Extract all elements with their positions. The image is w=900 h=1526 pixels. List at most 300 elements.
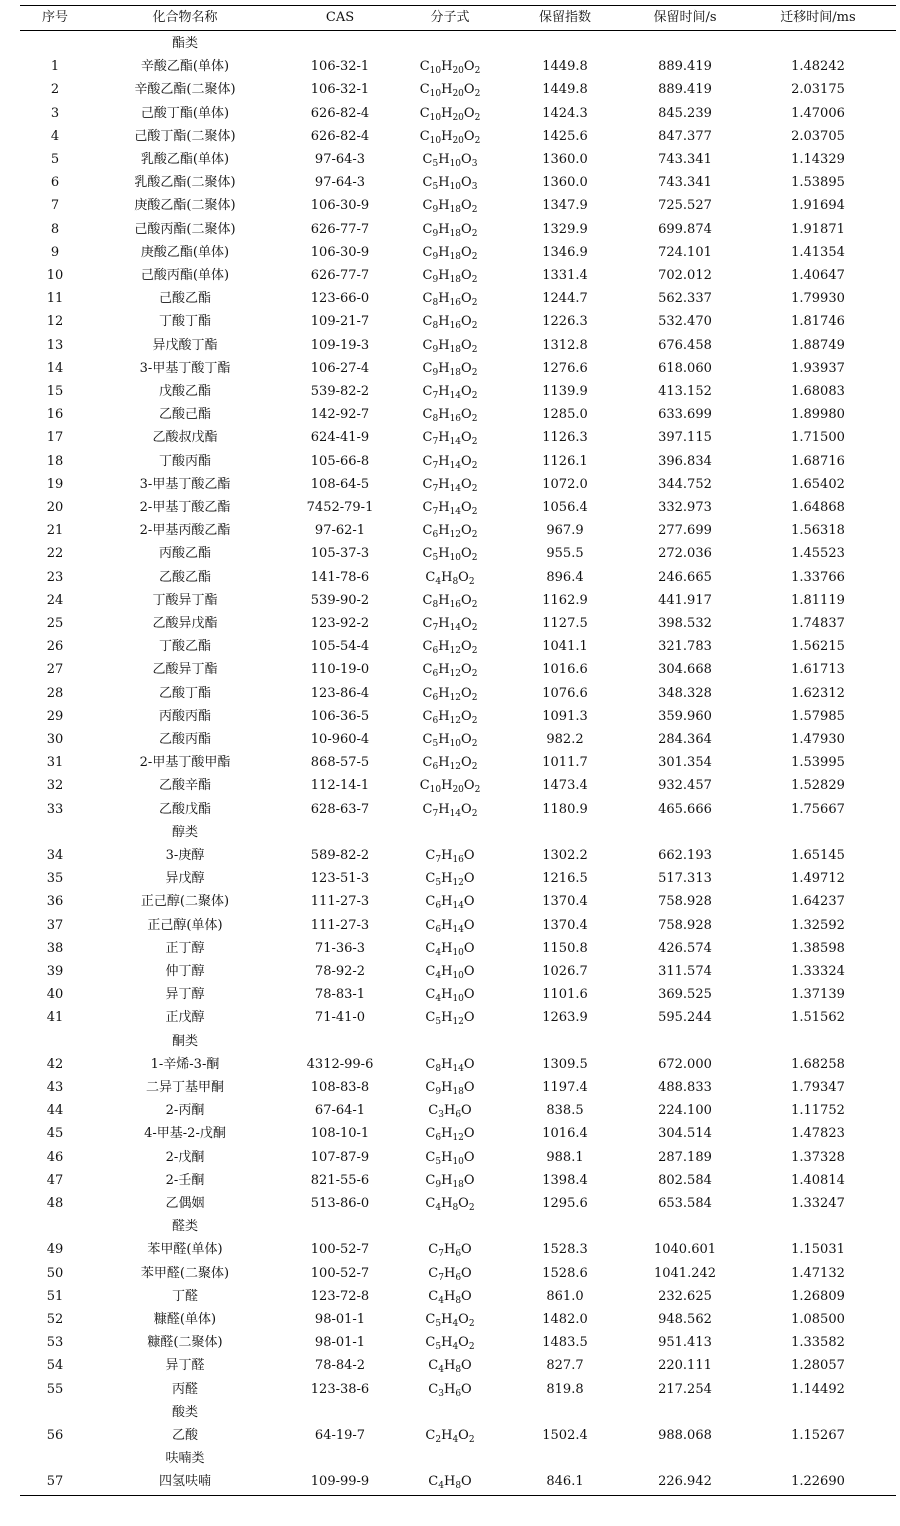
cell-name: 四氢呋喃 — [158, 1474, 211, 1490]
cell-index: 8 — [50, 221, 60, 237]
cell-index: 19 — [46, 476, 64, 492]
category-row — [20, 821, 896, 844]
cell-retention-time: 562.337 — [658, 291, 712, 307]
cell-retention-index: 955.5 — [546, 546, 584, 562]
cell-cas: 105-54-4 — [310, 639, 370, 655]
category-row — [20, 1030, 896, 1053]
cell-retention-time: 653.584 — [658, 1196, 712, 1211]
table-row — [20, 380, 896, 403]
table-row — [20, 774, 896, 797]
cell-drift-time: 1.38598 — [791, 940, 845, 956]
table-row — [20, 566, 896, 589]
cell-index: 40 — [46, 987, 64, 1003]
cell-drift-time: 1.15267 — [791, 1428, 845, 1443]
table-row — [20, 55, 896, 78]
cell-retention-time: 232.625 — [658, 1288, 712, 1304]
table-row — [20, 78, 896, 101]
cell-name: 糠醛(单体) — [153, 1312, 217, 1327]
cell-retention-index: 1101.6 — [542, 987, 588, 1003]
cell-formula: $C_9H_{18}O_2$ — [422, 244, 478, 262]
cell-formula: $C_4H_8O$ — [428, 1288, 472, 1306]
category-label: 酸类 — [171, 1404, 198, 1420]
cell-cas: 78-92-2 — [314, 964, 366, 979]
table-header-row — [20, 6, 896, 29]
cell-retention-time: 224.100 — [658, 1103, 712, 1119]
cell-index: 18 — [46, 453, 64, 469]
cell-cas: 626-77-7 — [310, 221, 370, 237]
cell-name: 乙酸丙酯 — [158, 732, 211, 747]
cell-index: 56 — [46, 1428, 64, 1443]
cell-index: 57 — [46, 1474, 64, 1490]
cell-retention-time: 413.152 — [658, 384, 712, 399]
cell-formula: $C_6H_{12}O_2$ — [422, 639, 478, 657]
cell-retention-index: 1026.7 — [542, 964, 588, 979]
cell-name: 乙酸异戊酯 — [152, 616, 218, 631]
cell-retention-time: 465.666 — [658, 801, 712, 817]
cell-retention-time: 359.960 — [658, 708, 712, 724]
cell-retention-time: 1040.601 — [653, 1242, 717, 1258]
cell-name: 苯甲醛(二聚体) — [140, 1265, 230, 1281]
cell-formula: $C_6H_{14}O$ — [425, 917, 475, 935]
cell-retention-time: 802.584 — [658, 1172, 712, 1188]
cell-retention-time: 398.532 — [658, 616, 712, 631]
cell-retention-index: 1482.0 — [542, 1312, 588, 1327]
category-row — [20, 1447, 896, 1470]
cell-index: 24 — [46, 592, 64, 608]
cell-formula: $C_4H_8O$ — [428, 1358, 472, 1376]
cell-retention-time: 332.973 — [658, 500, 712, 515]
cell-cas: 142-92-7 — [310, 407, 370, 423]
cell-retention-time: 369.525 — [658, 987, 712, 1003]
cell-index: 42 — [46, 1056, 64, 1072]
cell-retention-time: 672.000 — [658, 1056, 712, 1072]
cell-cas: 123-66-0 — [310, 291, 370, 307]
cell-cas: 110-19-0 — [310, 662, 370, 678]
table-row — [20, 1470, 896, 1493]
category-label: 醇类 — [171, 824, 198, 840]
cell-retention-index: 896.4 — [546, 569, 584, 585]
cell-retention-index: 1302.2 — [542, 848, 588, 863]
cell-retention-index: 1072.0 — [542, 476, 588, 492]
cell-name: 1-辛烯-3-酮 — [150, 1056, 220, 1072]
cell-retention-index: 1528.6 — [542, 1265, 588, 1281]
cell-drift-time: 1.40647 — [791, 268, 845, 283]
cell-drift-time: 1.68258 — [791, 1056, 845, 1072]
cell-index: 21 — [46, 523, 64, 539]
table-row — [20, 542, 896, 565]
table-row — [20, 890, 896, 913]
cell-drift-time: 1.79347 — [791, 1080, 845, 1095]
cell-cas: 108-83-8 — [310, 1080, 370, 1095]
cell-index: 44 — [46, 1103, 64, 1119]
cell-drift-time: 1.48242 — [791, 59, 845, 75]
cell-cas: 106-36-5 — [310, 708, 370, 724]
cell-index: 9 — [50, 244, 60, 260]
cell-drift-time: 1.33247 — [791, 1196, 845, 1211]
cell-cas: 78-84-2 — [314, 1358, 366, 1374]
cell-name: 2-甲基丁酸甲酯 — [139, 755, 231, 771]
table-row — [20, 264, 896, 287]
cell-retention-time: 951.413 — [658, 1335, 712, 1351]
cell-retention-time: 311.574 — [658, 964, 712, 979]
cell-formula: $C_8H_{16}O_2$ — [422, 407, 478, 425]
cell-retention-time: 304.668 — [658, 662, 712, 678]
cell-formula: $C_4H_{10}O$ — [425, 987, 475, 1005]
cell-drift-time: 1.57985 — [791, 708, 845, 724]
cell-formula: $C_5H_{10}O_2$ — [422, 546, 478, 564]
category-label: 醛类 — [171, 1219, 198, 1235]
cell-drift-time: 1.37139 — [791, 987, 845, 1003]
cell-retention-index: 1473.4 — [542, 778, 588, 794]
cell-index: 26 — [46, 639, 64, 655]
table-bottom-rule — [20, 1495, 896, 1496]
cell-retention-time: 284.364 — [658, 732, 712, 747]
cell-retention-index: 1150.8 — [542, 940, 588, 956]
cell-retention-index: 1502.4 — [542, 1428, 588, 1443]
cell-drift-time: 1.28057 — [791, 1358, 845, 1374]
cell-cas: 626-77-7 — [310, 268, 370, 283]
cell-index: 27 — [46, 662, 64, 678]
cell-index: 30 — [46, 732, 64, 747]
cell-name: 乙酸异丁酯 — [152, 662, 218, 678]
cell-index: 22 — [46, 546, 64, 562]
cell-cas: 108-64-5 — [310, 476, 370, 492]
cell-retention-time: 321.783 — [658, 639, 712, 655]
cell-retention-index: 1285.0 — [542, 407, 588, 423]
cell-retention-time: 988.068 — [658, 1428, 712, 1443]
cell-index: 13 — [46, 337, 64, 353]
cell-drift-time: 1.32592 — [791, 917, 845, 933]
cell-retention-index: 1197.4 — [542, 1080, 588, 1095]
cell-formula: $C_6H_{12}O_2$ — [422, 685, 478, 703]
cell-cas: 78-83-1 — [314, 987, 366, 1003]
cell-index: 38 — [46, 940, 64, 956]
table-row — [20, 1308, 896, 1331]
cell-name: 糠醛(二聚体) — [147, 1335, 223, 1351]
cell-cas: 7452-79-1 — [306, 500, 374, 515]
cell-retention-index: 1226.3 — [542, 314, 588, 330]
cell-index: 2 — [50, 82, 60, 98]
cell-cas: 539-82-2 — [310, 384, 370, 399]
cell-cas: 98-01-1 — [314, 1312, 366, 1327]
cell-drift-time: 1.40814 — [791, 1172, 845, 1188]
cell-drift-time: 1.65402 — [791, 476, 845, 492]
cell-retention-time: 272.036 — [658, 546, 712, 562]
cell-drift-time: 1.91871 — [791, 221, 845, 237]
category-label: 酯类 — [171, 36, 198, 51]
table-row — [20, 171, 896, 194]
cell-cas: 123-51-3 — [310, 871, 370, 887]
cell-drift-time: 1.47132 — [791, 1265, 845, 1281]
table-row — [20, 241, 896, 264]
cell-index: 29 — [46, 708, 64, 724]
cell-index: 53 — [46, 1335, 64, 1351]
cell-drift-time: 1.74837 — [791, 616, 845, 631]
cell-retention-time: 725.527 — [658, 198, 712, 214]
cell-index: 25 — [46, 616, 64, 631]
cell-index: 14 — [46, 360, 64, 376]
cell-drift-time: 1.37328 — [791, 1149, 845, 1165]
cell-retention-index: 1162.9 — [542, 592, 588, 608]
cell-retention-time: 226.942 — [658, 1474, 712, 1490]
cell-index: 20 — [46, 500, 64, 515]
cell-retention-time: 932.457 — [658, 778, 712, 794]
cell-cas: 111-27-3 — [310, 894, 370, 910]
cell-formula: $C_6H_{12}O_2$ — [422, 708, 478, 726]
cell-retention-index: 1126.3 — [542, 430, 588, 446]
cell-retention-index: 1370.4 — [542, 917, 588, 933]
cell-retention-index: 819.8 — [546, 1381, 584, 1397]
cell-formula: $C_6H_{12}O_2$ — [422, 523, 478, 541]
cell-formula: $C_4H_8O_2$ — [425, 569, 475, 587]
cell-retention-time: 301.354 — [658, 755, 712, 771]
cell-retention-index: 1329.9 — [542, 221, 588, 237]
cell-retention-index: 1127.5 — [542, 616, 588, 631]
table-row — [20, 450, 896, 473]
cell-name: 己酸丙酯(二聚体) — [134, 221, 236, 237]
cell-retention-index: 1016.6 — [542, 662, 588, 678]
cell-name: 乙酸 — [171, 1428, 198, 1443]
header-name: 化合物名称 — [152, 10, 218, 25]
cell-formula: $C_7H_{16}O$ — [425, 848, 475, 865]
cell-index: 6 — [50, 175, 60, 191]
table-row — [20, 728, 896, 751]
cell-drift-time: 1.62312 — [791, 685, 845, 701]
cell-drift-time: 1.11752 — [791, 1103, 845, 1119]
table-row — [20, 1122, 896, 1145]
cell-cas: 64-19-7 — [314, 1428, 366, 1443]
cell-retention-index: 1425.6 — [542, 128, 588, 144]
cell-name: 正丁醇 — [165, 940, 205, 956]
cell-formula: $C_9H_{18}O_2$ — [422, 198, 478, 216]
cell-formula: $C_7H_{14}O_2$ — [422, 476, 478, 494]
cell-formula: $C_6H_{14}O$ — [425, 894, 475, 912]
cell-retention-time: 724.101 — [658, 244, 712, 260]
header-drift-time: 迁移时间/ms — [780, 10, 856, 25]
cell-drift-time: 1.08500 — [791, 1312, 845, 1327]
cell-name: 乙酸叔戊酯 — [152, 430, 218, 446]
cell-drift-time: 1.52829 — [791, 778, 845, 794]
cell-cas: 109-19-3 — [310, 337, 370, 353]
table-row — [20, 798, 896, 821]
cell-drift-time: 1.49712 — [791, 871, 845, 887]
cell-retention-index: 967.9 — [546, 523, 584, 539]
cell-index: 31 — [46, 755, 64, 771]
cell-cas: 123-92-2 — [310, 616, 370, 631]
cell-retention-index: 1076.6 — [542, 685, 588, 701]
cell-formula: $C_5H_{10}O_3$ — [422, 152, 478, 169]
cell-drift-time: 1.56215 — [791, 639, 845, 655]
cell-drift-time: 1.51562 — [791, 1010, 845, 1026]
cell-cas: 107-87-9 — [310, 1149, 370, 1165]
cell-drift-time: 1.64868 — [791, 500, 845, 515]
cell-retention-time: 396.834 — [658, 453, 712, 469]
table-row — [20, 1099, 896, 1122]
cell-name: 2-戊酮 — [165, 1149, 205, 1165]
table-row — [20, 1192, 896, 1215]
cell-cas: 123-86-4 — [310, 685, 370, 701]
cell-index: 45 — [46, 1126, 64, 1142]
cell-index: 34 — [46, 848, 64, 863]
cell-retention-time: 246.665 — [658, 569, 712, 585]
table-row — [20, 1169, 896, 1192]
cell-index: 15 — [46, 384, 64, 399]
cell-cas: 111-27-3 — [310, 917, 370, 933]
cell-formula: $C_7H_{14}O_2$ — [422, 500, 478, 517]
cell-retention-time: 889.419 — [658, 82, 712, 98]
cell-retention-time: 633.699 — [658, 407, 712, 423]
cell-index: 46 — [46, 1149, 64, 1165]
table-row — [20, 844, 896, 867]
cell-retention-index: 1528.3 — [542, 1242, 588, 1258]
cell-drift-time: 1.15031 — [791, 1242, 845, 1258]
cell-name: 乳酸乙酯(二聚体) — [134, 175, 236, 191]
cell-name: 丁酸异丁酯 — [152, 592, 218, 608]
cell-drift-time: 1.81746 — [791, 314, 845, 330]
cell-formula: $C_7H_6O$ — [428, 1265, 472, 1283]
cell-formula: $C_6H_{12}O_2$ — [422, 662, 478, 680]
table-row — [20, 751, 896, 774]
cell-retention-index: 1126.1 — [542, 453, 588, 469]
cell-formula: $C_6H_{12}O$ — [425, 1126, 475, 1144]
cell-cas: 71-41-0 — [314, 1010, 366, 1026]
cell-index: 12 — [46, 314, 64, 330]
cell-index: 48 — [46, 1196, 64, 1211]
cell-retention-index: 1263.9 — [542, 1010, 588, 1026]
cell-retention-time: 441.917 — [658, 592, 712, 608]
table-row — [20, 612, 896, 635]
header-retention-time: 保留时间/s — [653, 10, 717, 25]
cell-cas: 97-64-3 — [314, 175, 366, 191]
cell-cas: 589-82-2 — [310, 848, 370, 863]
cell-formula: $C_4H_{10}O$ — [425, 964, 475, 981]
table-row — [20, 148, 896, 171]
cell-drift-time: 1.53995 — [791, 755, 845, 771]
table-row — [20, 1238, 896, 1261]
cell-retention-time: 847.377 — [658, 128, 712, 144]
category-row — [20, 1401, 896, 1424]
cell-name: 庚酸乙酯(单体) — [140, 244, 230, 260]
cell-index: 35 — [46, 871, 64, 887]
cell-name: 辛酸乙酯(二聚体) — [134, 82, 236, 98]
cell-name: 异丁醛 — [165, 1358, 205, 1374]
cell-drift-time: 1.56318 — [791, 523, 845, 539]
cell-drift-time: 1.53895 — [791, 175, 845, 191]
cell-retention-time: 845.239 — [658, 105, 712, 121]
cell-formula: $C_5H_{10}O$ — [425, 1149, 475, 1167]
cell-cas: 868-57-5 — [310, 755, 370, 771]
cell-retention-index: 1483.5 — [542, 1335, 588, 1351]
cell-name: 乙酸丁酯 — [158, 685, 211, 701]
header-cas: CAS — [325, 10, 355, 25]
table-row — [20, 682, 896, 705]
cell-drift-time: 1.47930 — [791, 732, 845, 747]
table-row — [20, 1354, 896, 1377]
cell-name: 2-丙酮 — [165, 1103, 205, 1119]
table-row — [20, 1053, 896, 1076]
cell-cas: 821-55-6 — [310, 1172, 370, 1188]
cell-index: 16 — [46, 407, 64, 423]
table-row — [20, 426, 896, 449]
cell-retention-index: 1360.0 — [542, 175, 588, 191]
cell-index: 51 — [46, 1288, 64, 1304]
cell-cas: 628-63-7 — [310, 801, 370, 817]
cell-name: 3-甲基丁酸乙酯 — [139, 476, 231, 492]
cell-retention-time: 699.874 — [658, 221, 712, 237]
cell-formula: $C_7H_6O$ — [428, 1242, 472, 1260]
table-row — [20, 937, 896, 960]
cell-index: 50 — [46, 1265, 64, 1281]
cell-formula: $C_{10}H_{20}O_2$ — [419, 778, 481, 796]
cell-drift-time: 1.75667 — [791, 801, 845, 817]
cell-formula: $C_4H_8O$ — [428, 1474, 472, 1492]
cell-formula: $C_5H_{10}O_3$ — [422, 175, 478, 193]
cell-retention-time: 277.699 — [658, 523, 712, 539]
cell-name: 2-壬酮 — [165, 1172, 205, 1188]
cell-index: 43 — [46, 1080, 64, 1095]
cell-retention-index: 1011.7 — [542, 755, 588, 771]
cell-cas: 106-30-9 — [310, 244, 370, 260]
cell-formula: $C_5H_4O_2$ — [425, 1335, 475, 1353]
cell-index: 17 — [46, 430, 64, 446]
cell-retention-index: 1398.4 — [542, 1172, 588, 1188]
cell-name: 异戊醇 — [165, 871, 205, 887]
cell-retention-time: 348.328 — [658, 685, 712, 701]
cell-cas: 109-99-9 — [310, 1474, 370, 1490]
cell-retention-time: 517.313 — [658, 871, 712, 887]
cell-name: 己酸丁酯(二聚体) — [134, 128, 236, 144]
cell-formula: $C_8H_{16}O_2$ — [422, 314, 478, 332]
cell-formula: $C_7H_{14}O_2$ — [422, 453, 478, 471]
table-row — [20, 1378, 896, 1401]
cell-retention-index: 1041.1 — [542, 639, 588, 655]
cell-formula: $C_9H_{18}O$ — [425, 1172, 475, 1190]
cell-retention-index: 1180.9 — [542, 801, 588, 817]
cell-retention-index: 1091.3 — [542, 708, 588, 724]
table-row — [20, 496, 896, 519]
cell-retention-index: 1295.6 — [542, 1196, 588, 1211]
cell-name: 异丁醇 — [165, 987, 205, 1003]
cell-drift-time: 1.68716 — [791, 453, 845, 469]
table-row — [20, 635, 896, 658]
category-label: 酮类 — [171, 1033, 198, 1049]
header-index: 序号 — [41, 10, 68, 25]
cell-name: 3-庚醇 — [165, 848, 205, 863]
cell-formula: $C_7H_{14}O_2$ — [422, 801, 478, 819]
cell-name: 2-甲基丁酸乙酯 — [139, 500, 231, 515]
cell-name: 庚酸乙酯(二聚体) — [134, 198, 236, 214]
cell-name: 乙酸己酯 — [158, 407, 211, 423]
cell-index: 37 — [46, 917, 64, 933]
cell-formula: $C_6H_{12}O_2$ — [422, 755, 478, 773]
cell-index: 7 — [50, 198, 60, 214]
table-row — [20, 473, 896, 496]
cell-formula: $C_8H_{14}O$ — [425, 1056, 475, 1074]
cell-formula: $C_2H_4O_2$ — [425, 1428, 475, 1445]
cell-index: 49 — [46, 1242, 64, 1258]
cell-cas: 106-27-4 — [310, 360, 370, 376]
cell-retention-time: 889.419 — [658, 59, 712, 75]
cell-drift-time: 1.71500 — [791, 430, 845, 446]
cell-drift-time: 1.88749 — [791, 337, 845, 353]
cell-name: 丁酸丁酯 — [158, 314, 211, 330]
cell-cas: 112-14-1 — [310, 778, 370, 794]
cell-drift-time: 1.47823 — [791, 1126, 845, 1142]
cell-retention-index: 1360.0 — [542, 152, 588, 167]
cell-retention-index: 1309.5 — [542, 1056, 588, 1072]
cell-retention-time: 662.193 — [658, 848, 712, 863]
cell-retention-index: 1347.9 — [542, 198, 588, 214]
